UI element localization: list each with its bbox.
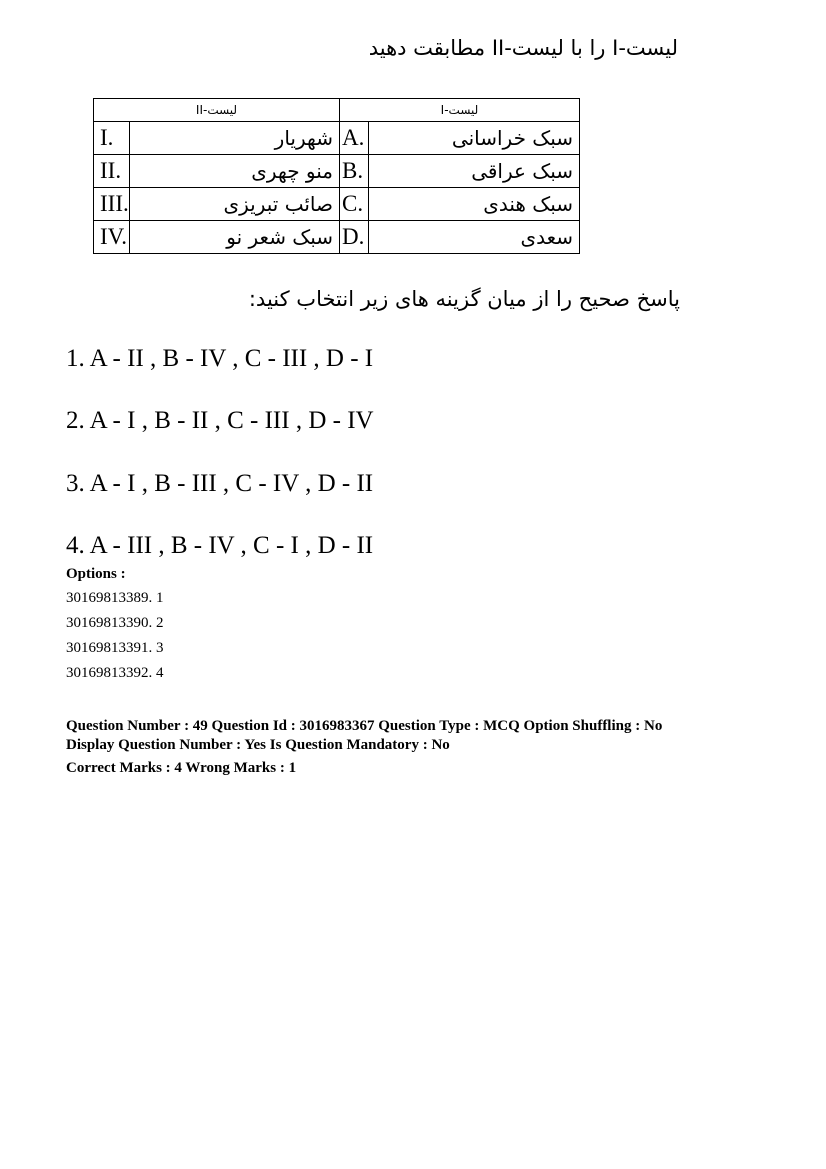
list2-item: سبک شعر نو [130, 221, 340, 254]
list1-key: D. [340, 221, 369, 254]
list1-item: سبک خراسانی [369, 122, 580, 155]
question-instruction: لیست-I را با لیست-II مطابقت دهید [368, 36, 678, 60]
table-row [94, 188, 580, 221]
table-header-row [94, 99, 580, 122]
list2-item: شهریار [130, 122, 340, 155]
list2-key: II. [94, 155, 130, 188]
option-id: 30169813389. 1 [66, 590, 164, 606]
list2-key: IV. [94, 221, 130, 254]
option-id: 30169813390. 2 [66, 615, 164, 631]
answer-choice-2: 2. A - I , B - II , C - III , D - IV [66, 407, 374, 434]
answer-choice-1: 1. A - II , B - IV , C - III , D - I [66, 345, 374, 372]
list2-key: I. [94, 122, 130, 155]
list2-item: صائب تبریزی [130, 188, 340, 221]
question-meta-line: Question Number : 49 Question Id : 3016983367 Question Type : MCQ Option Shuffling : No [66, 718, 663, 734]
answer-choice-4: 4. A - III , B - IV , C - I , D - II [66, 532, 374, 559]
header-list-2: لیست-II [94, 99, 340, 122]
match-table [93, 98, 580, 254]
question-prompt: پاسخ صحیح را از میان گزینه های زیر انتخاب کنید: [248, 287, 680, 311]
list1-item: سبک عراقی [369, 155, 580, 188]
list1-key: C. [340, 188, 369, 221]
list1-key: A. [340, 122, 369, 155]
list1-key: B. [340, 155, 369, 188]
list1-item: سعدی [369, 221, 580, 254]
option-id: 30169813391. 3 [66, 640, 164, 656]
table-row [94, 155, 580, 188]
question-meta-line: Display Question Number : Yes Is Question Mandatory : No [66, 737, 450, 753]
header-list-1: لیست-I [340, 99, 580, 122]
list1-item: سبک هندی [369, 188, 580, 221]
table-row [94, 122, 580, 155]
marks-line: Correct Marks : 4 Wrong Marks : 1 [66, 760, 297, 776]
list2-key: III. [94, 188, 130, 221]
table-row [94, 221, 580, 254]
options-label: Options : [66, 566, 126, 582]
option-id: 30169813392. 4 [66, 665, 164, 681]
answer-choice-3: 3. A - I , B - III , C - IV , D - II [66, 470, 374, 497]
list2-item: منو چهری [130, 155, 340, 188]
